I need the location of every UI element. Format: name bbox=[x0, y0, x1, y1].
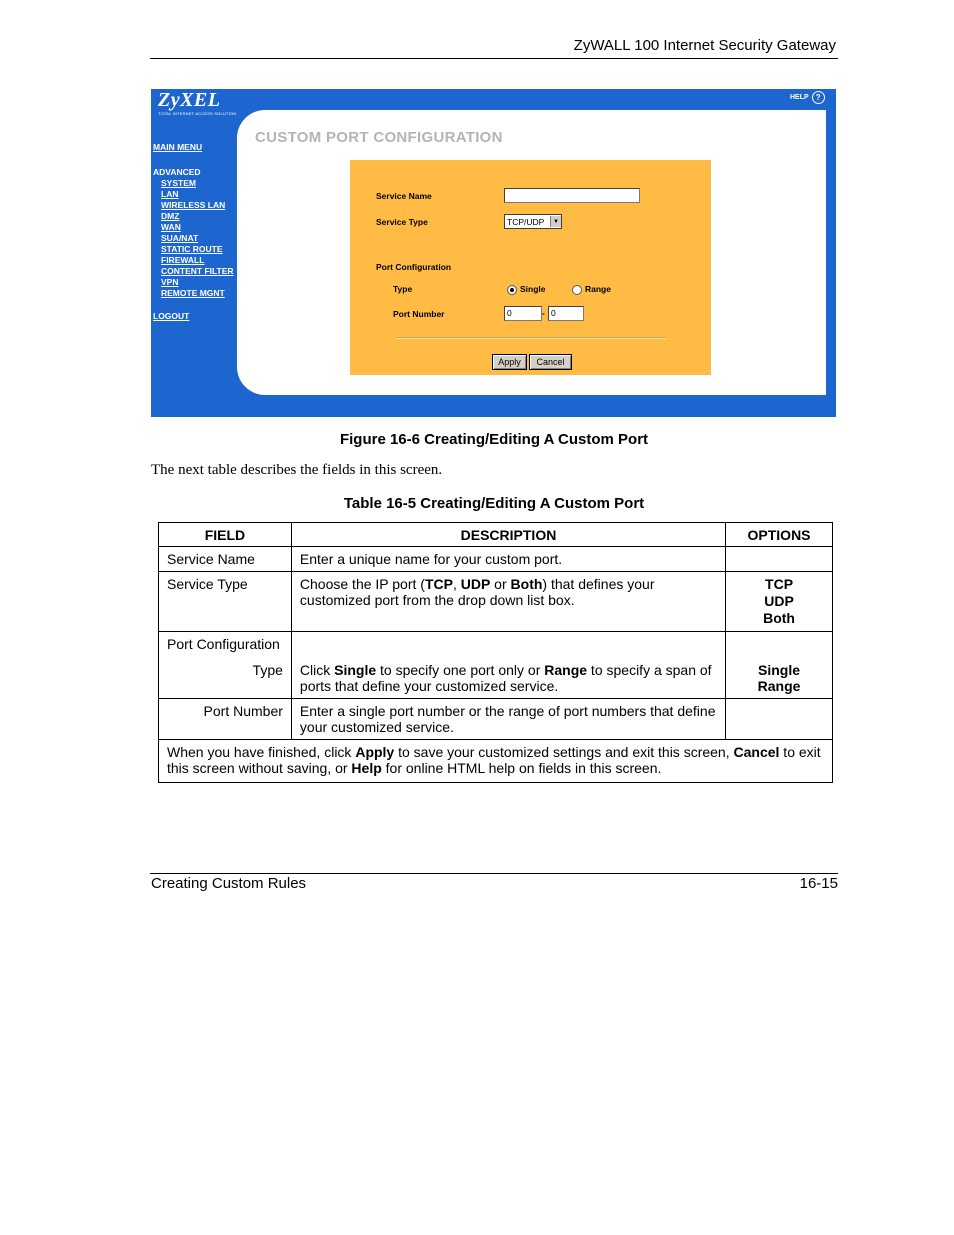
body-paragraph: The next table describes the fields in this screen. bbox=[151, 462, 443, 478]
column-header-options: OPTIONS bbox=[726, 523, 833, 547]
nav-main-menu[interactable]: MAIN MENU bbox=[153, 142, 203, 152]
chevron-down-icon: ▼ bbox=[550, 216, 561, 227]
nav-advanced-heading: ADVANCED bbox=[153, 167, 201, 177]
running-header: ZyWALL 100 Internet Security Gateway bbox=[573, 37, 836, 54]
nav-item-static-route[interactable]: STATIC ROUTE bbox=[161, 244, 223, 254]
field-cell: Service Type bbox=[159, 572, 292, 632]
option-value: UDP bbox=[764, 593, 794, 609]
field-sub-label: Type bbox=[252, 662, 283, 678]
desc-text: Click bbox=[299, 662, 335, 678]
option-value: Single bbox=[758, 662, 801, 678]
cancel-button[interactable]: Cancel bbox=[529, 354, 572, 370]
help-icon: ? bbox=[812, 91, 825, 104]
desc-text: , bbox=[452, 576, 461, 592]
radio-selected-dot bbox=[510, 288, 514, 292]
service-name-input[interactable] bbox=[504, 188, 640, 203]
nav-logout[interactable]: LOGOUT bbox=[153, 311, 190, 321]
type-range-radio[interactable] bbox=[572, 285, 582, 295]
nav-item-system[interactable]: SYSTEM bbox=[161, 178, 196, 188]
port-to-input[interactable]: 0 bbox=[548, 306, 584, 321]
header-rule bbox=[150, 58, 838, 59]
help-label: HELP bbox=[790, 94, 809, 101]
fields-table bbox=[158, 522, 833, 783]
desc-text: to save your customized settings and exit this screen, bbox=[394, 744, 734, 760]
port-number-label: Port Number bbox=[393, 309, 445, 319]
table-header-row bbox=[159, 523, 833, 547]
desc-text: When you have finished, click bbox=[167, 744, 356, 760]
nav-item-content-filter[interactable]: CONTENT FILTER bbox=[161, 266, 234, 276]
desc-bold: Both bbox=[510, 576, 543, 592]
description-cell: Enter a single port number or the range of port numbers that define your customized service. bbox=[291, 699, 725, 740]
table-caption: Table 16-5 Creating/Editing A Custom Port bbox=[343, 495, 645, 512]
service-name-label: Service Name bbox=[376, 191, 432, 201]
desc-text: Choose the IP port ( bbox=[299, 576, 425, 592]
table-row bbox=[159, 699, 833, 740]
desc-bold: Single bbox=[334, 662, 377, 678]
nav-item-wireless-lan[interactable]: WIRELESS LAN bbox=[161, 200, 226, 210]
type-range-label: Range bbox=[585, 284, 611, 294]
nav-item-dmz[interactable]: DMZ bbox=[161, 211, 180, 221]
footer-rule bbox=[150, 873, 838, 874]
desc-bold: Help bbox=[351, 760, 382, 776]
table-row bbox=[159, 572, 833, 632]
column-header-description: DESCRIPTION bbox=[291, 523, 725, 547]
options-cell bbox=[726, 699, 833, 740]
desc-text: or bbox=[490, 576, 511, 592]
figure-caption: Figure 16-6 Creating/Editing A Custom Port bbox=[339, 431, 649, 448]
port-from-input[interactable]: 0 bbox=[504, 306, 542, 321]
summary-cell bbox=[159, 740, 833, 783]
table-row bbox=[159, 740, 833, 783]
port-configuration-label: Port Configuration bbox=[376, 262, 452, 272]
desc-text: to specify a span of ports that define your customized service. bbox=[299, 662, 712, 694]
type-label: Type bbox=[393, 284, 413, 294]
nav-item-lan[interactable]: LAN bbox=[161, 189, 179, 199]
footer-section-title: Creating Custom Rules bbox=[151, 875, 307, 892]
description-cell bbox=[291, 632, 725, 699]
desc-text: ) that defines your customized port from the drop down list box. bbox=[299, 576, 655, 608]
table-row bbox=[159, 547, 833, 572]
desc-bold: Cancel bbox=[733, 744, 780, 760]
description-cell: Enter a unique name for your custom port. bbox=[291, 547, 725, 572]
field-group-label: Port Configuration bbox=[167, 636, 280, 652]
options-cell bbox=[726, 547, 833, 572]
option-value: Range bbox=[757, 678, 801, 694]
zyxel-logo: ZyXEL bbox=[158, 89, 221, 111]
service-type-value: TCP/UDP bbox=[507, 216, 545, 227]
desc-bold: UDP bbox=[460, 576, 491, 592]
option-value: TCP bbox=[765, 576, 794, 592]
help-link[interactable] bbox=[790, 91, 825, 104]
service-type-select[interactable] bbox=[504, 214, 562, 229]
desc-text: to exit this screen without saving, or bbox=[167, 744, 821, 776]
nav-item-firewall[interactable]: FIREWALL bbox=[161, 255, 205, 265]
port-range-dash: - bbox=[542, 308, 545, 318]
nav-item-wan[interactable]: WAN bbox=[161, 222, 181, 232]
type-single-radio[interactable] bbox=[507, 285, 517, 295]
desc-text: for online HTML help on fields in this screen. bbox=[381, 760, 662, 776]
nav-item-remote-mgnt[interactable]: REMOTE MGNT bbox=[161, 288, 225, 298]
type-single-label: Single bbox=[520, 284, 546, 294]
form-divider bbox=[396, 337, 666, 339]
table-row bbox=[159, 632, 833, 699]
apply-button[interactable]: Apply bbox=[492, 354, 527, 370]
nav-item-vpn[interactable]: VPN bbox=[161, 277, 179, 287]
column-header-field: FIELD bbox=[159, 523, 292, 547]
options-cell bbox=[726, 632, 833, 699]
field-cell: Service Name bbox=[159, 547, 292, 572]
options-cell bbox=[726, 572, 833, 632]
desc-bold: TCP bbox=[424, 576, 453, 592]
field-cell: Port Number bbox=[159, 699, 292, 740]
nav-item-sua-nat[interactable]: SUA/NAT bbox=[161, 233, 199, 243]
desc-bold: Range bbox=[544, 662, 588, 678]
field-cell bbox=[159, 632, 292, 699]
page-title: CUSTOM PORT CONFIGURATION bbox=[255, 129, 503, 146]
description-cell bbox=[291, 572, 725, 632]
page-number: 16-15 bbox=[799, 875, 838, 892]
logo-tagline: TOTAL INTERNET ACCESS SOLUTION bbox=[158, 111, 237, 116]
service-type-label: Service Type bbox=[376, 217, 428, 227]
option-value: Both bbox=[763, 610, 795, 626]
desc-text: to specify one port only or bbox=[376, 662, 545, 678]
desc-bold: Apply bbox=[355, 744, 395, 760]
